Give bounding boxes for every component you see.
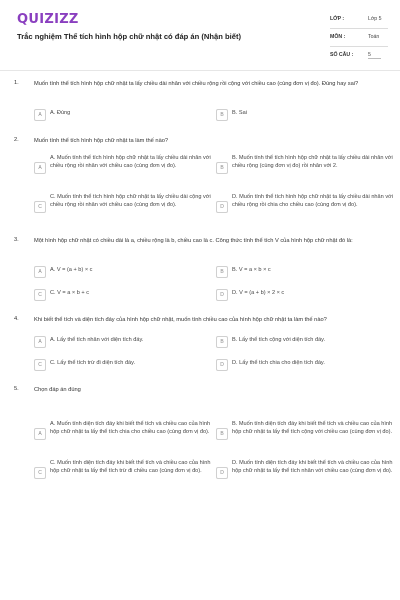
question-number: 3. [14,237,19,243]
question-number: 1. [14,80,19,86]
option-letter-box: A [34,109,46,121]
option-text: B. V = a × b × c [232,267,271,273]
meta-count-row [330,49,388,64]
option-text: D. Muốn tính thể tích hình hộp chữ nhật ta lấy chiều dài nhân với chiều rộng rồi chia cho chiều cao (cùng đơn vị đo). [232,194,394,208]
worksheet-header [0,0,400,68]
question-count-label: SỐ CÂU : [330,52,354,58]
option-letter-box: B [216,266,228,278]
option-text: A. Lấy thể tích nhân với diện tích đáy. [50,337,144,343]
option-letter-box: D [216,359,228,371]
option-text: D. V = (a + b) × 2 × c [232,290,285,296]
option-text: B. Sai [232,110,247,116]
worksheet-title: Trắc nghiệm Thể tích hình hộp chữ nhật có đáp án (Nhận biết) [17,32,242,41]
option-letter-box: B [216,162,228,174]
option-letter-box: B [216,428,228,440]
option-text: A. Đúng [50,110,71,116]
meta-subject-row [330,31,388,47]
question-text: Muốn tính thể tích hình hộp chữ nhật ta làm thế nào? [34,138,169,144]
question-text: Muốn tính thể tích hình hộp chữ nhật ta lấy chiều dài nhân với chiều rộng rồi cộng với chiều cao (cùng đơn vị đo). Đúng hay sai? [34,81,359,87]
question-text: Chọn đáp án đúng [34,387,81,393]
question-number: 4. [14,316,19,322]
question-count-value: 5 [368,52,381,59]
option-text: A. Muốn tính diện tích đáy khi biết thể tích và chiều cao của hình hộp chữ nhật ta lấy thể tích chia cho chiều cao (cùng đơn vị đo). [50,421,211,435]
option-letter-box: A [34,336,46,348]
question-number: 5. [14,386,19,392]
question-text: Khi biết thể tích và diện tích đáy của hình hộp chữ nhật, muốn tính chiều cao của hình hộp chữ nhật ta làm thế nào? [34,317,327,323]
option-letter-box: C [34,467,46,479]
option-letter-box: B [216,336,228,348]
option-letter-box: D [216,289,228,301]
quizizz-logo: QUIZIZZ [17,12,79,27]
option-text: C. V = a × b + c [50,290,90,296]
option-text: A. V = (a + b) × c [50,267,93,273]
option-letter-box: D [216,201,228,213]
worksheet-meta [330,13,388,66]
option-text: C. Muốn tính diện tích đáy khi biết thể tích và chiều cao của hình hộp chữ nhật ta lấy thể tích trừ đi chiều cao (cùng đơn vị đo). [50,460,211,474]
option-letter-box: A [34,266,46,278]
option-letter-box: D [216,467,228,479]
question-number: 2. [14,137,19,143]
option-letter-box: C [34,359,46,371]
subject-label: MÔN : [330,34,346,40]
option-text: C. Lấy thể tích trừ đi diện tích đáy. [50,360,136,366]
question-text: Một hình hộp chữ nhật có chiều dài là a, chiều rộng là b, chiều cao là c. Công thức tính thể tích V của hình hộp chữ nhật đó là: [34,238,353,244]
option-text: B. Lấy thể tích cộng với diện tích đáy. [232,337,326,343]
meta-class-row [330,13,388,29]
option-text: D. Lấy thể tích chia cho diện tích đáy. [232,360,325,366]
subject-value: Toán [368,34,380,40]
class-value: Lớp 5 [368,16,382,22]
option-letter-box: A [34,428,46,440]
option-text: D. Muốn tính diện tích đáy khi biết thể tích và chiều cao của hình hộp chữ nhật ta lấy thể tích nhân với chiều cao (cùng đơn vị đo). [232,460,393,474]
option-text: B. Muốn tính diện tích đáy khi biết thể tích và chiều cao của hình hộp chữ nhật ta lấy thể tích cộng với chiều cao (cùng đơn vị đo). [232,421,393,435]
option-letter-box: B [216,109,228,121]
option-text: C. Muốn tính thể tích hình hộp chữ nhật ta lấy chiều dài cộng với chiều rộng rồi nhân với chiều cao (cùng đơn vị đo). [50,194,211,208]
option-letter-box: C [34,201,46,213]
option-text: B. Muốn tính thể tích hình hộp chữ nhật ta lấy chiều dài nhân với chiều rộng (cùng đơn vị đo) rồi nhân với 2. [232,155,393,169]
option-letter-box: C [34,289,46,301]
option-letter-box: A [34,162,46,174]
option-text: A. Muốn tính thể tích hình hộp chữ nhật ta lấy chiều dài nhân với chiều rộng rồi nhân với chiều cao (cùng đơn vị đo). [50,155,211,169]
header-divider [0,70,400,71]
class-label: LỚP : [330,16,345,22]
